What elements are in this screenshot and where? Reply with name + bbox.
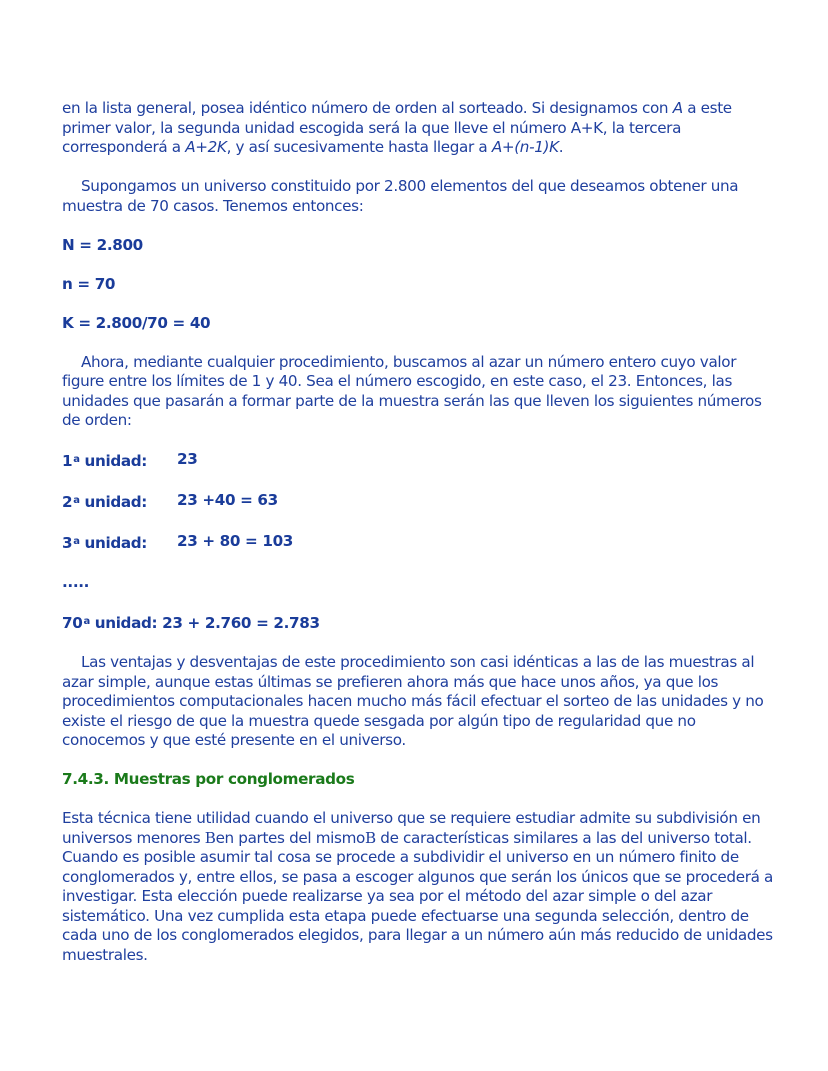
variable-a-n-1-k: A+(n-1)K: [491, 138, 559, 156]
unit-row-70: 70$^a$ unidad: 23 + 2.760 = 2.783: [62, 614, 320, 632]
paragraph-conglomerates: Esta técnica tiene utilidad cuando el universo que se requiere estudiar admite su subdivisión en universos menores Ben partes del mismoB de características similares a las del universo total. Cuando es posible asumir tal cosa se procede a subdividir el universo en un número finito de conglomerados y, entre ellos, se pasa a escoger algunos que serán los únicos que se procederá a investigar. Esta elección puede realizarse ya sea por el método del azar simple o del azar sistemático. Una vez cumplida esta etapa puede efectuarse una segunda selección, dentro de cada uno de los conglomerados elegidos, para llegar a un número aún más reducido de unidades muestrales.: [62, 809, 773, 964]
unit-value: 23 +40 = 63: [177, 491, 278, 509]
paragraph-advantages: Las ventajas y desventajas de este procedimiento son casi idénticas a las de las muestras al azar simple, aunque estas últimas se prefieren ahora más que hace unos años, ya que los procedimientos computacionales hacen mucho más fácil efectuar el sorteo de las unidades y no existe el riesgo de que la muestra quede sesgada por algún tipo de regularidad que no conocemos y que esté presente en el universo.: [62, 653, 764, 749]
unit-value: 23: [177, 450, 198, 468]
unit-label: 1$^a$ unidad:: [62, 452, 148, 470]
variable-a-2k: A+2K: [185, 138, 227, 156]
document-page: [62, 99, 782, 985]
unit-row-1: [62, 450, 782, 472]
variable-a: A: [672, 99, 683, 117]
unit-label: 2$^a$ unidad:: [62, 493, 148, 511]
ellipsis: .....: [62, 573, 90, 591]
formula-n-universe: N = 2.800: [62, 235, 143, 254]
unit-row-3: [62, 532, 782, 554]
unit-label: 3$^a$ unidad:: [62, 534, 148, 552]
paragraph-systematic-intro: en la lista general, posea idéntico número de orden al sorteado. Si designamos con A a este primer valor, la segunda unidad escogida será la que lleve el número A+K, la tercera corresponderá a A+2K, y así sucesivamente hasta llegar a A+(n-1)K.: [62, 99, 732, 156]
formula-n-sample: n = 70: [62, 274, 116, 293]
unit-row-2: [62, 491, 782, 513]
unit-value: 23 + 80 = 103: [177, 532, 294, 550]
paragraph-example: Supongamos un universo constituido por 2.800 elementos del que deseamos obtener una muestra de 70 casos. Tenemos entonces:: [62, 177, 739, 215]
paragraph-random-start: Ahora, mediante cualquier procedimiento, buscamos al azar un número entero cuyo valor figure entre los límites de 1 y 40. Sea el número escogido, en este caso, el 23. Entonces, las unidades que pasarán a formar parte de la muestra serán las que lleven los siguientes números de orden:: [62, 352, 762, 429]
section-heading: 7.4.3. Muestras por conglomerados: [62, 770, 355, 788]
formula-k-interval: K = 2.800/70 = 40: [62, 313, 211, 332]
